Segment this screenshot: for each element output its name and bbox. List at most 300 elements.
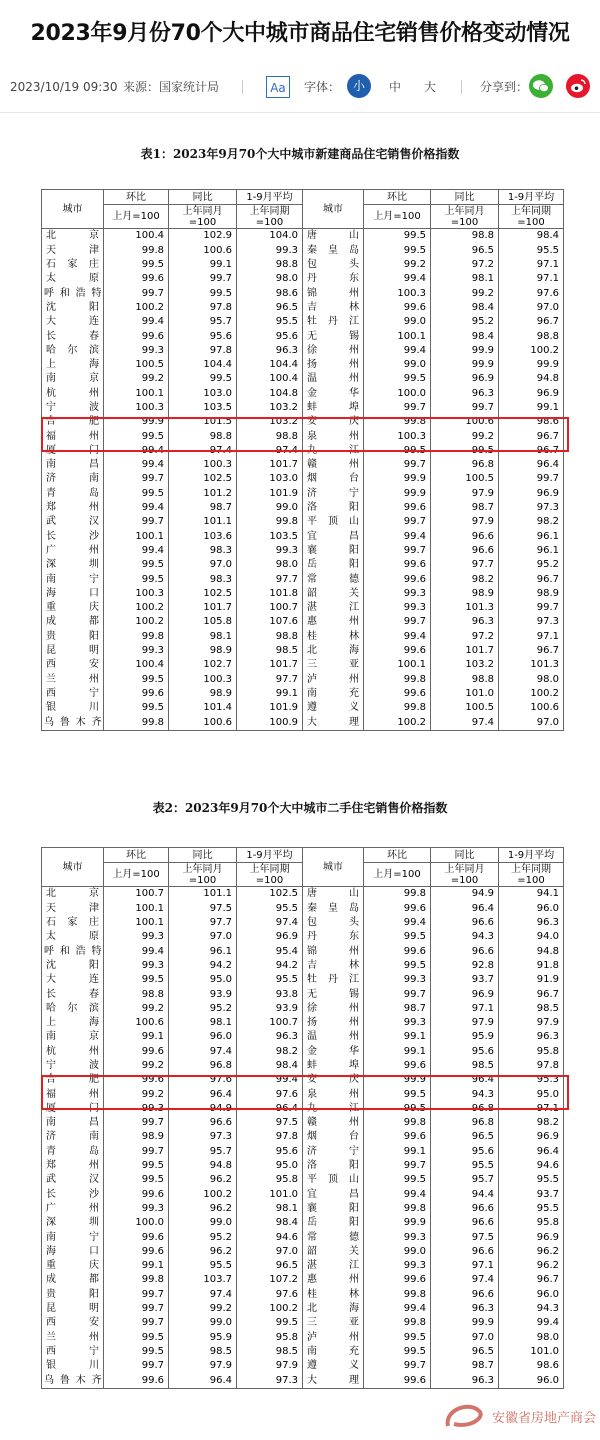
index-value-cell: 96.1 <box>169 944 237 958</box>
index-value-cell: 94.8 <box>499 372 564 386</box>
mom-subheader: 上月=100 <box>104 205 169 229</box>
index-value-cell: 97.9 <box>499 1016 564 1030</box>
index-value-cell: 95.8 <box>499 1045 564 1059</box>
index-value-cell: 105.8 <box>169 615 237 629</box>
index-value-cell: 96.2 <box>169 1202 237 1216</box>
city-name-cell: 厦 门 <box>42 444 104 458</box>
index-value-cell: 99.1 <box>237 687 303 701</box>
index-value-cell: 95.2 <box>169 1230 237 1244</box>
city-name-cell: 福 州 <box>42 429 104 443</box>
index-value-cell: 96.7 <box>499 315 564 329</box>
city-name-cell: 北 京 <box>42 887 104 902</box>
index-value-cell: 99.4 <box>364 1188 431 1202</box>
city-name-cell: 上 海 <box>42 358 104 372</box>
city-name-cell: 大 理 <box>303 1373 364 1388</box>
index-value-cell: 99.8 <box>104 244 169 258</box>
index-value-cell: 96.2 <box>499 1259 564 1273</box>
table-row <box>42 1359 564 1373</box>
index-value-cell: 99.5 <box>169 286 237 300</box>
index-value-cell: 98.8 <box>237 630 303 644</box>
index-value-cell: 96.8 <box>169 1059 237 1073</box>
table-row <box>42 1202 564 1216</box>
index-value-cell: 97.7 <box>237 673 303 687</box>
index-value-cell: 97.6 <box>237 1288 303 1302</box>
index-value-cell: 99.3 <box>364 973 431 987</box>
index-value-cell: 99.9 <box>104 415 169 429</box>
mom-header: 环比 <box>104 190 169 205</box>
index-value-cell: 96.4 <box>169 1087 237 1101</box>
watermark-logo <box>440 1392 600 1436</box>
index-value-cell: 101.7 <box>431 644 499 658</box>
table-row <box>42 1302 564 1316</box>
city-name-cell: 昆 明 <box>42 1302 104 1316</box>
city-name-cell: 贵 阳 <box>42 1288 104 1302</box>
index-value-cell: 97.4 <box>169 1288 237 1302</box>
index-value-cell: 97.3 <box>169 1130 237 1144</box>
index-value-cell: 99.2 <box>104 1002 169 1016</box>
index-value-cell: 98.4 <box>237 1059 303 1073</box>
city-name-cell: 宜 昌 <box>303 1188 364 1202</box>
index-value-cell: 98.9 <box>169 687 237 701</box>
index-value-cell: 97.1 <box>431 1259 499 1273</box>
index-value-cell: 99.8 <box>364 673 431 687</box>
index-value-cell: 96.7 <box>499 1273 564 1287</box>
index-value-cell: 99.7 <box>104 1288 169 1302</box>
city-name-cell: 锦 州 <box>303 286 364 300</box>
city-name-cell: 桂 林 <box>303 1288 364 1302</box>
index-value-cell: 96.3 <box>431 1373 499 1388</box>
publish-datetime: 2023/10/19 09:30 <box>10 80 118 94</box>
city-name-cell: 泸 州 <box>303 1331 364 1345</box>
city-name-cell: 惠 州 <box>303 1273 364 1287</box>
index-value-cell: 99.0 <box>364 315 431 329</box>
index-value-cell: 95.5 <box>431 1159 499 1173</box>
share-label: 分享到： <box>480 80 529 94</box>
city-name-cell: 南 宁 <box>42 572 104 586</box>
index-value-cell: 93.8 <box>237 987 303 1001</box>
index-value-cell: 99.6 <box>104 1045 169 1059</box>
city-name-cell: 深 圳 <box>42 1216 104 1230</box>
font-size-label: 字体： <box>304 80 341 94</box>
index-value-cell: 96.0 <box>499 1373 564 1388</box>
mom-subheader: 上月=100 <box>364 205 431 229</box>
table-row <box>42 487 564 501</box>
index-value-cell: 99.4 <box>364 530 431 544</box>
index-value-cell: 98.2 <box>237 1045 303 1059</box>
table-row <box>42 358 564 372</box>
city-name-cell: 大 连 <box>42 315 104 329</box>
table-row <box>42 315 564 329</box>
table-row <box>42 530 564 544</box>
index-value-cell: 99.7 <box>104 1116 169 1130</box>
yoy-header: 同比 <box>431 190 499 205</box>
city-name-cell: 长 春 <box>42 987 104 1001</box>
city-name-cell: 湛 江 <box>303 601 364 615</box>
index-value-cell: 101.9 <box>237 487 303 501</box>
index-value-cell: 97.8 <box>169 301 237 315</box>
index-value-cell: 100.6 <box>431 415 499 429</box>
city-name-cell: 襄 阳 <box>303 544 364 558</box>
city-name-cell: 银 川 <box>42 1359 104 1373</box>
yoy-subheader: 上年同月=100 <box>169 863 237 887</box>
index-value-cell: 96.6 <box>169 1116 237 1130</box>
city-name-cell: 金 华 <box>303 387 364 401</box>
index-value-cell: 104.0 <box>237 229 303 244</box>
index-value-cell: 99.3 <box>364 1230 431 1244</box>
index-value-cell: 99.4 <box>364 1302 431 1316</box>
index-value-cell: 99.6 <box>104 1230 169 1244</box>
index-value-cell: 99.8 <box>104 630 169 644</box>
city-name-cell: 合 肥 <box>42 415 104 429</box>
index-value-cell: 98.9 <box>499 587 564 601</box>
table-row <box>42 615 564 629</box>
table-row <box>42 515 564 529</box>
index-value-cell: 99.2 <box>104 372 169 386</box>
table2-caption: 表2：2023年9月70个大中城市二手住宅销售价格指数 <box>152 801 448 815</box>
index-value-cell: 99.5 <box>104 673 169 687</box>
index-value-cell: 99.6 <box>364 687 431 701</box>
city-name-cell: 蚌 埠 <box>303 401 364 415</box>
index-value-cell: 97.1 <box>499 1102 564 1116</box>
index-value-cell: 98.7 <box>364 1002 431 1016</box>
city-name-cell: 丹 东 <box>303 930 364 944</box>
index-value-cell: 96.1 <box>499 544 564 558</box>
avg-subheader: 上年同期=100 <box>499 205 564 229</box>
city-name-cell: 重 庆 <box>42 1259 104 1273</box>
index-value-cell: 99.5 <box>364 1345 431 1359</box>
index-value-cell: 99.5 <box>364 1087 431 1101</box>
index-value-cell: 97.9 <box>431 487 499 501</box>
index-value-cell: 97.0 <box>499 715 564 730</box>
city-header: 城市 <box>42 848 104 887</box>
index-value-cell: 95.9 <box>169 1331 237 1345</box>
index-value-cell: 99.5 <box>169 372 237 386</box>
index-value-cell: 99.4 <box>104 315 169 329</box>
table-row <box>42 458 564 472</box>
mom-header: 环比 <box>364 848 431 863</box>
index-value-cell: 99.6 <box>364 501 431 515</box>
index-value-cell: 96.4 <box>431 902 499 916</box>
index-value-cell: 99.5 <box>104 1159 169 1173</box>
city-name-cell: 扬 州 <box>303 1016 364 1030</box>
city-name-cell: 牡丹江 <box>303 973 364 987</box>
city-name-cell: 包 头 <box>303 258 364 272</box>
table-row <box>42 601 564 615</box>
index-value-cell: 100.3 <box>104 401 169 415</box>
index-value-cell: 99.1 <box>104 1259 169 1273</box>
table2-secondhand-housing-price-index <box>41 847 564 1389</box>
font-size-small-button[interactable]: 小 <box>347 74 371 98</box>
city-name-cell: 南 昌 <box>42 458 104 472</box>
index-value-cell: 97.6 <box>169 1073 237 1087</box>
city-name-cell: 岳 阳 <box>303 1216 364 1230</box>
index-value-cell: 95.7 <box>169 315 237 329</box>
city-name-cell: 海 口 <box>42 1245 104 1259</box>
index-value-cell: 99.5 <box>364 444 431 458</box>
yoy-subheader: 上年同月=100 <box>431 863 499 887</box>
index-value-cell: 95.6 <box>237 1145 303 1159</box>
index-value-cell: 99.3 <box>237 244 303 258</box>
index-value-cell: 95.4 <box>237 944 303 958</box>
index-value-cell: 104.4 <box>169 358 237 372</box>
index-value-cell: 99.4 <box>104 544 169 558</box>
city-name-cell: 吉 林 <box>303 959 364 973</box>
index-value-cell: 91.8 <box>499 959 564 973</box>
table-row <box>42 286 564 300</box>
index-value-cell: 103.2 <box>237 415 303 429</box>
city-name-cell: 无 锡 <box>303 987 364 1001</box>
index-value-cell: 96.0 <box>499 1288 564 1302</box>
index-value-cell: 98.4 <box>431 301 499 315</box>
city-name-cell: 昆 明 <box>42 644 104 658</box>
index-value-cell: 107.2 <box>237 1273 303 1287</box>
index-value-cell: 100.1 <box>364 329 431 343</box>
index-value-cell: 94.2 <box>237 959 303 973</box>
city-name-cell: 岳 阳 <box>303 558 364 572</box>
index-value-cell: 96.4 <box>169 1373 237 1388</box>
index-value-cell: 96.5 <box>237 1259 303 1273</box>
avg-subheader: 上年同期=100 <box>237 863 303 887</box>
city-name-cell: 秦皇岛 <box>303 244 364 258</box>
yoy-header: 同比 <box>169 848 237 863</box>
index-value-cell: 101.1 <box>169 887 237 902</box>
index-value-cell: 103.7 <box>169 1273 237 1287</box>
index-value-cell: 101.7 <box>237 658 303 672</box>
index-value-cell: 96.3 <box>431 1302 499 1316</box>
city-name-cell: 洛 阳 <box>303 1159 364 1173</box>
index-value-cell: 98.5 <box>431 1059 499 1073</box>
index-value-cell: 99.3 <box>364 1259 431 1273</box>
index-value-cell: 103.0 <box>169 387 237 401</box>
index-value-cell: 98.5 <box>169 1345 237 1359</box>
index-value-cell: 95.8 <box>237 1173 303 1187</box>
index-value-cell: 98.8 <box>237 258 303 272</box>
city-name-cell: 唐 山 <box>303 887 364 902</box>
index-value-cell: 97.9 <box>431 1016 499 1030</box>
index-value-cell: 95.8 <box>237 1331 303 1345</box>
index-value-cell: 99.0 <box>237 501 303 515</box>
index-value-cell: 97.8 <box>169 344 237 358</box>
city-name-cell: 赣 州 <box>303 458 364 472</box>
index-value-cell: 99.5 <box>104 1173 169 1187</box>
city-name-cell: 徐 州 <box>303 344 364 358</box>
table-row <box>42 1116 564 1130</box>
index-value-cell: 99.7 <box>104 1359 169 1373</box>
index-value-cell: 99.3 <box>104 930 169 944</box>
city-name-cell: 西 安 <box>42 1316 104 1330</box>
city-name-cell: 西 宁 <box>42 687 104 701</box>
index-value-cell: 98.1 <box>169 630 237 644</box>
city-name-cell: 锦 州 <box>303 944 364 958</box>
index-value-cell: 99.5 <box>364 1102 431 1116</box>
mom-subheader: 上月=100 <box>364 863 431 887</box>
table-row <box>42 272 564 286</box>
index-value-cell: 96.6 <box>431 1245 499 1259</box>
index-value-cell: 99.1 <box>364 1045 431 1059</box>
index-value-cell: 99.3 <box>364 587 431 601</box>
index-value-cell: 99.9 <box>364 472 431 486</box>
index-value-cell: 100.3 <box>364 429 431 443</box>
table-row <box>42 329 564 343</box>
font-toggle-icon[interactable]: Aa <box>266 76 290 98</box>
index-value-cell: 100.7 <box>104 887 169 902</box>
index-value-cell: 99.4 <box>364 272 431 286</box>
index-value-cell: 96.7 <box>499 987 564 1001</box>
city-name-cell: 广 州 <box>42 1202 104 1216</box>
index-value-cell: 100.2 <box>104 601 169 615</box>
font-size-large-button[interactable]: 大 <box>424 80 437 94</box>
index-value-cell: 100.3 <box>364 286 431 300</box>
index-value-cell: 96.9 <box>431 987 499 1001</box>
index-value-cell: 95.5 <box>499 1202 564 1216</box>
table-row <box>42 1259 564 1273</box>
index-value-cell: 99.2 <box>431 429 499 443</box>
city-name-cell: 牡丹江 <box>303 315 364 329</box>
index-value-cell: 98.4 <box>431 329 499 343</box>
index-value-cell: 97.8 <box>237 1130 303 1144</box>
city-name-cell: 桂 林 <box>303 630 364 644</box>
city-name-cell: 赣 州 <box>303 1116 364 1130</box>
index-value-cell: 99.4 <box>104 444 169 458</box>
index-value-cell: 96.9 <box>431 372 499 386</box>
index-value-cell: 95.6 <box>169 329 237 343</box>
index-value-cell: 99.9 <box>431 1316 499 1330</box>
index-value-cell: 101.0 <box>499 1345 564 1359</box>
index-value-cell: 98.6 <box>237 286 303 300</box>
city-name-cell: 北 海 <box>303 1302 364 1316</box>
index-value-cell: 99.6 <box>364 1373 431 1388</box>
index-value-cell: 93.9 <box>169 987 237 1001</box>
table-row <box>42 1159 564 1173</box>
index-value-cell: 96.5 <box>431 1345 499 1359</box>
index-value-cell: 99.4 <box>364 916 431 930</box>
table-row <box>42 1216 564 1230</box>
city-name-cell: 韶 关 <box>303 1245 364 1259</box>
city-name-cell: 杭 州 <box>42 387 104 401</box>
index-value-cell: 96.2 <box>169 1245 237 1259</box>
index-value-cell: 97.0 <box>499 301 564 315</box>
index-value-cell: 98.4 <box>237 1216 303 1230</box>
index-value-cell: 100.7 <box>237 1016 303 1030</box>
index-value-cell: 98.3 <box>169 572 237 586</box>
index-value-cell: 100.2 <box>237 1302 303 1316</box>
index-value-cell: 95.2 <box>169 1002 237 1016</box>
city-name-cell: 济 宁 <box>303 487 364 501</box>
index-value-cell: 95.9 <box>431 1030 499 1044</box>
city-name-cell: 安 庆 <box>303 415 364 429</box>
table-row <box>42 1373 564 1388</box>
city-name-cell: 乌鲁木齐 <box>42 715 104 730</box>
index-value-cell: 96.0 <box>499 902 564 916</box>
index-value-cell: 99.5 <box>104 1345 169 1359</box>
index-value-cell: 95.5 <box>169 1259 237 1273</box>
yoy-subheader: 上年同月=100 <box>431 205 499 229</box>
index-value-cell: 98.2 <box>499 515 564 529</box>
index-value-cell: 93.9 <box>237 1002 303 1016</box>
index-value-cell: 94.3 <box>431 1087 499 1101</box>
index-value-cell: 99.7 <box>104 1145 169 1159</box>
index-value-cell: 102.5 <box>169 587 237 601</box>
index-value-cell: 100.6 <box>499 701 564 715</box>
table-row <box>42 1245 564 1259</box>
weibo-icon[interactable] <box>566 74 590 98</box>
font-size-medium-button[interactable]: 中 <box>389 80 402 94</box>
index-value-cell: 98.6 <box>499 415 564 429</box>
highlight-box-bengbu-hefei <box>41 417 569 452</box>
city-name-cell: 宁 波 <box>42 1059 104 1073</box>
index-value-cell: 100.4 <box>104 229 169 244</box>
index-value-cell: 97.5 <box>431 1230 499 1244</box>
index-value-cell: 99.6 <box>364 301 431 315</box>
index-value-cell: 99.5 <box>364 959 431 973</box>
index-value-cell: 102.5 <box>237 887 303 902</box>
city-name-cell: 湛 江 <box>303 1259 364 1273</box>
index-value-cell: 98.7 <box>169 501 237 515</box>
city-name-cell: 常 德 <box>303 1230 364 1244</box>
table-row <box>42 401 564 415</box>
yoy-header: 同比 <box>431 848 499 863</box>
index-value-cell: 99.9 <box>431 358 499 372</box>
index-value-cell: 100.1 <box>104 916 169 930</box>
index-value-cell: 98.6 <box>499 1359 564 1373</box>
index-value-cell: 94.1 <box>499 887 564 902</box>
index-value-cell: 103.5 <box>237 530 303 544</box>
table-row <box>42 472 564 486</box>
index-value-cell: 96.8 <box>431 1102 499 1116</box>
index-value-cell: 95.7 <box>169 1145 237 1159</box>
index-value-cell: 95.5 <box>237 315 303 329</box>
index-value-cell: 99.4 <box>364 344 431 358</box>
index-value-cell: 100.5 <box>431 701 499 715</box>
index-value-cell: 99.3 <box>364 601 431 615</box>
yoy-header: 同比 <box>169 190 237 205</box>
table-row <box>42 902 564 916</box>
index-value-cell: 98.8 <box>431 673 499 687</box>
table-row <box>42 1316 564 1330</box>
index-value-cell: 100.2 <box>104 301 169 315</box>
table-row <box>42 1130 564 1144</box>
table-row <box>42 673 564 687</box>
index-value-cell: 96.9 <box>499 1130 564 1144</box>
index-value-cell: 99.7 <box>104 1316 169 1330</box>
index-value-cell: 99.5 <box>364 372 431 386</box>
index-value-cell: 99.8 <box>364 415 431 429</box>
index-value-cell: 100.2 <box>169 1188 237 1202</box>
table-row <box>42 344 564 358</box>
index-value-cell: 99.5 <box>364 229 431 244</box>
index-value-cell: 99.5 <box>431 444 499 458</box>
watermark-text: 安徽省房地产商会 <box>492 1411 597 1426</box>
index-value-cell: 96.7 <box>499 572 564 586</box>
divider <box>242 80 243 94</box>
index-value-cell: 101.7 <box>169 601 237 615</box>
index-value-cell: 97.6 <box>237 1087 303 1101</box>
index-value-cell: 99.9 <box>431 344 499 358</box>
index-value-cell: 99.7 <box>364 1159 431 1173</box>
index-value-cell: 97.0 <box>431 1331 499 1345</box>
index-value-cell: 98.0 <box>499 1331 564 1345</box>
index-value-cell: 99.8 <box>364 701 431 715</box>
city-name-cell: 韶 关 <box>303 587 364 601</box>
index-value-cell: 99.4 <box>104 944 169 958</box>
index-value-cell: 99.8 <box>364 1116 431 1130</box>
city-name-cell: 泉 州 <box>303 1087 364 1101</box>
city-name-cell: 徐 州 <box>303 1002 364 1016</box>
index-value-cell: 100.5 <box>431 472 499 486</box>
index-value-cell: 101.0 <box>431 687 499 701</box>
index-value-cell: 96.3 <box>237 344 303 358</box>
wechat-icon[interactable] <box>529 74 553 98</box>
